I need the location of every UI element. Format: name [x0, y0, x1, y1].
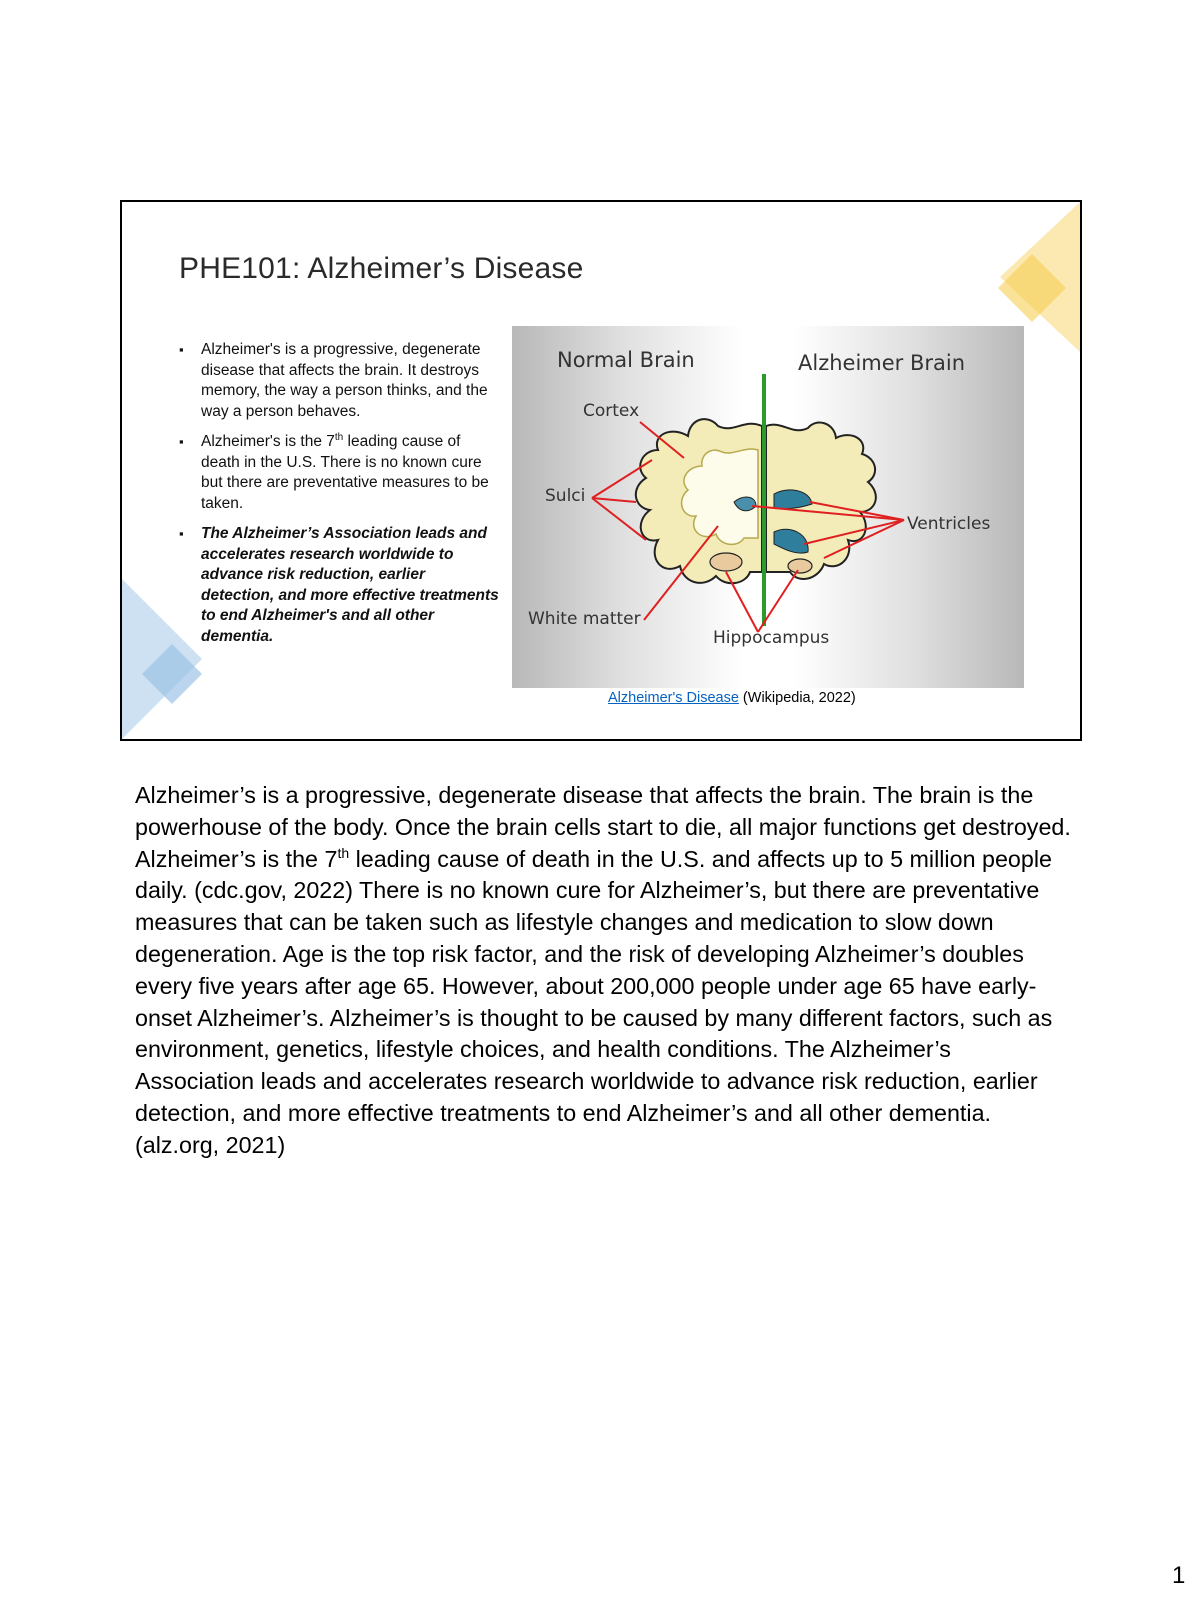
brain-comparison-figure — [512, 326, 1024, 688]
label-hippocampus: Hippocampus — [713, 628, 830, 648]
label-normal-brain: Normal Brain — [557, 348, 695, 372]
label-alzheimer-brain: Alzheimer Brain — [798, 351, 966, 375]
label-cortex: Cortex — [583, 401, 640, 421]
label-ventricles: Ventricles — [907, 514, 991, 534]
figure-caption: Alzheimer's Disease (Wikipedia, 2022) — [608, 690, 856, 706]
normal-hippocampus — [710, 553, 742, 571]
speaker-notes: Alzheimer’s is a progressive, degenerate disease that affects the brain. The brain is the powerhouse of the body. Once the brain cells start to die, all major functions get destroyed. Alzheimer’s is the 7th leading cause of death in the U.S. and affects up to 5 million people daily. (cdc.gov, 2022) There is no known cure for Alzheimer’s, but there are preventative measures that can be taken such as lifestyle changes and medication to slow down degeneration. Age is the top risk factor, and the risk of developing Alzheimer’s doubles every five years after age 65. However, about 200,000 people under age 65 have early-onset Alzheimer’s. Alzheimer’s is thought to be caused by many different factors, such as environment, genetics, lifestyle choices, and health conditions. The Alzheimer’s Association leads and accelerates research worldwide to advance risk reduction, earlier detection, and more effective treatments to end Alzheimer’s and all other dementia. (alz.org, 2021) — [135, 782, 1071, 1158]
slide-title: PHE101: Alzheimer’s Disease — [179, 252, 584, 285]
label-white-matter: White matter — [528, 609, 641, 629]
bullet-item: ▪ Alzheimer's is the 7th leading cause of death in the U.S. There is no known cure but there are preventative measures to be taken. — [177, 432, 502, 514]
bullet-list — [177, 340, 502, 657]
page-number: 1 — [1172, 1562, 1186, 1589]
wikipedia-link[interactable]: Alzheimer's Disease — [608, 690, 739, 706]
alzheimer-hippocampus — [788, 559, 812, 573]
bullet-item: ▪ Alzheimer's is a progressive, degenerate disease that affects the brain. It destroys memory, the way a person thinks, and the way a person behaves. — [177, 340, 502, 422]
bullet-item: ▪ The Alzheimer’s Association leads and accelerates research worldwide to advance risk reduction, earlier detection, and more effective treatments to end Alzheimer's and all other dementia. — [177, 524, 502, 647]
slide-thumbnail — [120, 200, 1082, 741]
label-sulci: Sulci — [545, 486, 586, 506]
